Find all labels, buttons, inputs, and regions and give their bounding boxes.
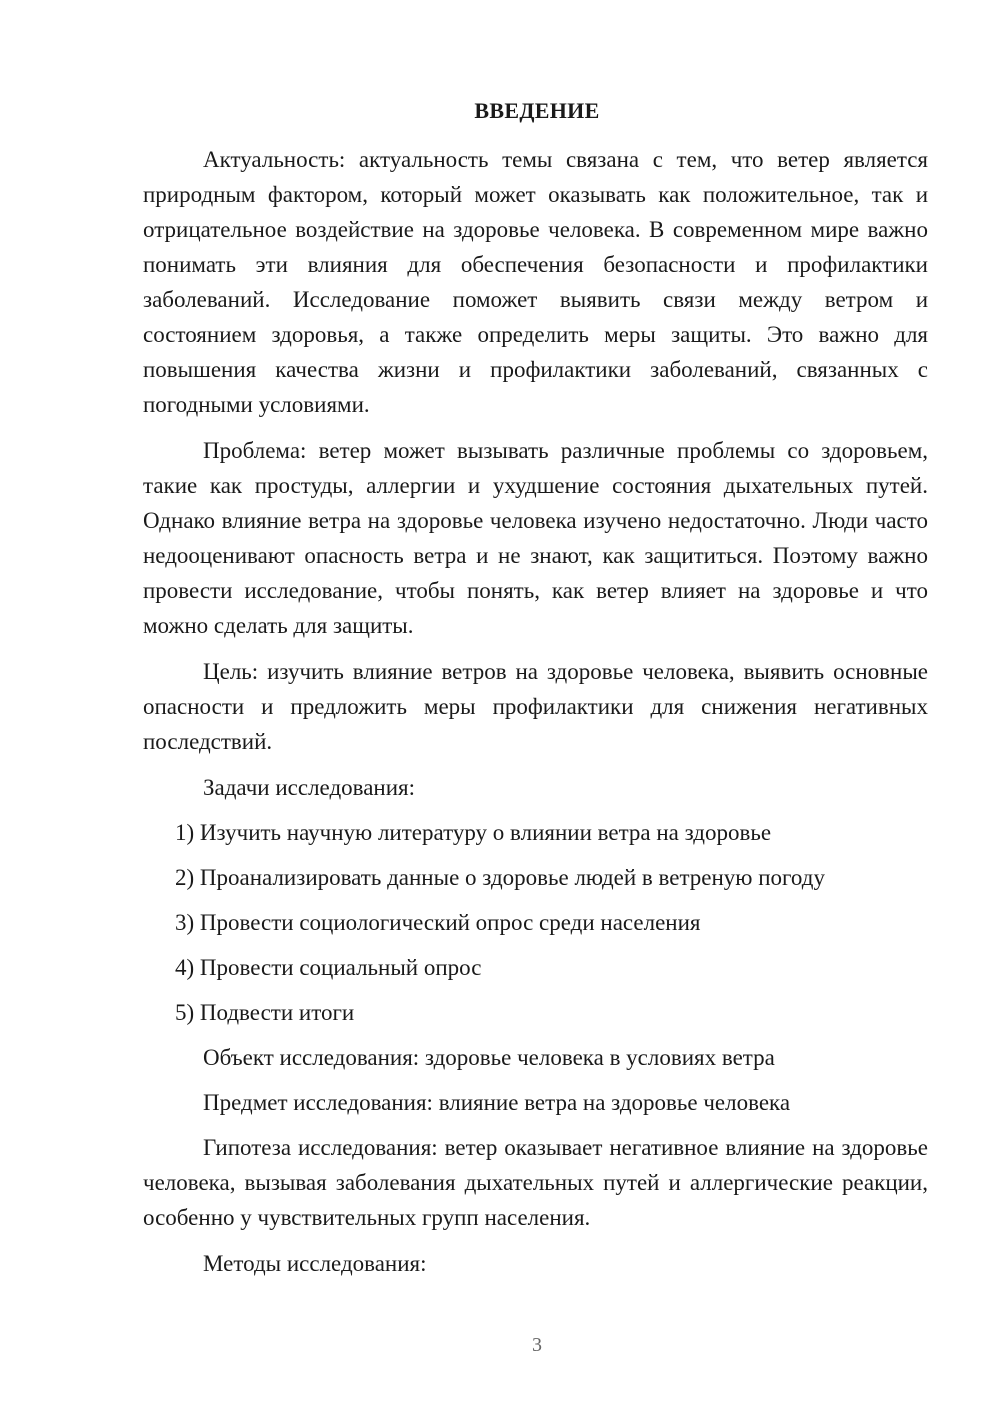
goal-paragraph: Цель: изучить влияние ветров на здоровье человека, выявить основные опасности и предложить меры профилактики для снижения негативных последствий. xyxy=(143,659,928,754)
list-item: 1) Изучить научную литературу о влиянии ветра на здоровье xyxy=(175,820,772,845)
hypothesis-paragraph: Гипотеза исследования: ветер оказывает негативное влияние на здоровье человека, вызывая заболевания дыхательных путей и аллергические реакции, особенно у чувствительных групп населения. xyxy=(143,1135,928,1230)
page-title: ВВЕДЕНИЕ xyxy=(474,98,600,123)
document-body xyxy=(143,142,928,1291)
page-number: 3 xyxy=(532,1334,542,1356)
list-item: 5) Подвести итоги xyxy=(175,1000,355,1025)
list-item: 2) Проанализировать данные о здоровье людей в ветреную погоду xyxy=(175,865,825,890)
tasks-heading: Задачи исследования: xyxy=(203,775,416,800)
problem-paragraph: Проблема: ветер может вызывать различные проблемы со здоровьем, такие как простуды, аллергии и ухудшение состояния дыхательных путей. Однако влияние ветра на здоровье человека изучено недостаточно. Люди часто недооценивают опасность ветра и не знают, как защититься. Поэтому важно провести исследование, чтобы понять, как ветер влияет на здоровье и что можно сделать для защиты. xyxy=(143,438,928,638)
list-item: 4) Провести социальный опрос xyxy=(175,955,482,980)
relevance-paragraph: Актуальность: актуальность темы связана с тем, что ветер является природным фактором, который может оказывать как положительное, так и отрицательное воздействие на здоровье человека. В современном мире важно понимать эти влияния для обеспечения безопасности и профилактики заболеваний. Исследование поможет выявить связи между ветром и состоянием здоровья, а также определить меры защиты. Это важно для повышения качества жизни и профилактики заболеваний, связанных с погодными условиями. xyxy=(143,147,928,417)
methods-heading: Методы исследования: xyxy=(203,1251,427,1276)
tasks-list xyxy=(143,815,928,1030)
list-item: 3) Провести социологический опрос среди населения xyxy=(175,910,701,935)
object-line: Объект исследования: здоровье человека в условиях ветра xyxy=(203,1045,775,1070)
subject-line: Предмет исследования: влияние ветра на здоровье человека xyxy=(203,1090,791,1115)
